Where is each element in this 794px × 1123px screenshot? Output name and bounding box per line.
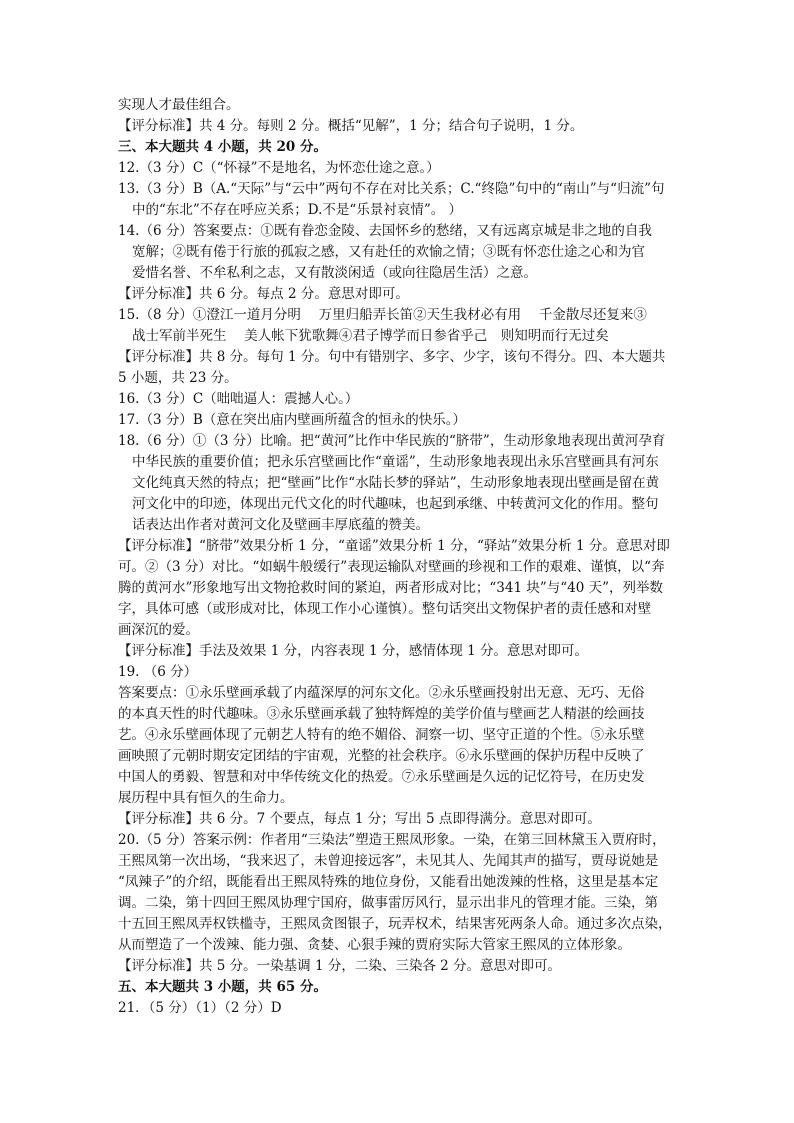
- text-line: 17.（3 分）B（意在突出庙内壁画所蕴含的恒永的快乐。）: [118, 412, 467, 428]
- text-line: “凤辣子”的介绍，既能看出王熙凤特殊的地位身份，又能看出她泼辣的性格，这里是基本定: [118, 874, 659, 890]
- text-line: 从而塑造了一个泼辣、能力强、贪婪、心狠手辣的贾府实际大管家王熙凤的立体形象。: [118, 937, 631, 953]
- text-line: 15.（8 分）①澄江一道月分明 万里归船弄长笛②天生我材必有用 千金散尽还复来③: [118, 307, 647, 323]
- text-line: 16.（3 分）C（咄咄逼人：震撼人心。）: [118, 391, 359, 407]
- text-line: 19. （6 分）: [118, 664, 198, 680]
- section-heading: 三、本大题共 4 小题，共 20 分。: [118, 139, 327, 155]
- text-line: 的本真天性的时代趣味。③永乐壁画承载了独特辉煌的美学价值与壁画艺人精湛的绘画技: [118, 706, 645, 722]
- text-line: 12.（3 分）C（“怀禄”不是地名，为怀恋仕途之意。）: [118, 160, 440, 176]
- text-line: 爱惜名誉、不牟私利之志，又有散淡闲适（或向往隐居生活）之意。: [132, 265, 537, 281]
- text-line: 宽解；②既有倦于行旅的孤寂之感，又有赴任的欢愉之情；③既有怀恋仕途之心和为官: [132, 244, 645, 260]
- text-line: 河文化中的印迹，体现出元代文化的时代趣味，也起到承继、中转黄河文化的作用。整句: [132, 496, 659, 512]
- text-line: 腾的黄河水”形象地写出文物抢救时间的紧迫，两者形成对比；“341 块”与“40 天”，列举数: [118, 580, 664, 596]
- text-line: 十五回王熙凤弄权铁槛寺，王熙凤贪图银子，玩弄权术，结果害死两条人命。通过多次点染，: [118, 916, 672, 932]
- text-line: 调。二染，第十四回王熙凤协理宁国府，做事雷厉风行，显示出非凡的管理才能。三染，第: [118, 895, 658, 911]
- text-line: 可。②（3 分）对比。“如蜗牛般缓行”表现运输队对壁画的珍视和工作的艰难、谨慎，以“奔: [118, 559, 665, 575]
- text-line: 艺。④永乐壁画体现了元朝艺人特有的绝不媚俗、洞察一切、坚守正道的个性。⑤永乐壁: [118, 727, 645, 743]
- text-line: 中的“东北”不存在呼应关系；D.不是“乐景衬哀情”。 ）: [132, 202, 463, 218]
- text-line: 13.（3 分）B（A.“天际”与“云中”两句不存在对比关系；C.“终隐”句中的“南山”与“归流”句: [118, 181, 665, 197]
- section-heading: 五、本大题共 3 小题，共 65 分。: [118, 979, 327, 995]
- text-line: 【评分标准】共 4 分。每则 2 分。概括“见解”，1 分；结合句子说明，1 分。: [118, 118, 584, 134]
- text-line: 战士军前半死生 美人帐下犹歌舞④君子博学而日参省乎己 则知明而行无过矣: [132, 328, 609, 344]
- text-line: 字，具体可感（或形成对比，体现工作小心谨慎）。整句话突出文物保护者的责任感和对壁: [118, 601, 652, 617]
- text-line: 【评分标准】共 5 分。一染基调 1 分，二染、三染各 2 分。意思对即可。: [118, 958, 562, 974]
- text-line: 14.（6 分）答案要点：①既有眷恋金陵、去国怀乡的愁绪，又有远离京城是非之地的自我: [118, 223, 652, 239]
- text-line: 中国人的勇毅、智慧和对中华传统文化的热爱。⑦永乐壁画是久远的记忆符号，在历史发: [118, 769, 645, 785]
- text-line: 文化纯真天然的特点；把“壁画”比作“水陆长梦的驿站”，生动形象地表现出壁画是留在黄: [132, 475, 660, 491]
- text-line: 中华民族的重要价值；把永乐宫壁画比作“童谣”，生动形象地表现出永乐宫壁画具有河东: [132, 454, 659, 470]
- text-line: 画映照了元朝时期安定团结的宇宙观，光整的社会秩序。⑥永乐壁画的保护历程中反映了: [118, 748, 645, 764]
- text-line: 【评分标准】共 6 分。每点 2 分。意思对即可。: [118, 286, 409, 302]
- text-line: 话表达出作者对黄河文化及壁画丰厚底蕴的赞美。: [132, 517, 429, 533]
- text-line: 21．（5 分）（1）（2 分）D: [118, 1000, 282, 1016]
- text-line: 答案要点：①永乐壁画承载了内蕴深厚的河东文化。②永乐壁画投射出无意、无巧、无俗: [118, 685, 645, 701]
- text-line: 【评分标准】共 8 分。每句 1 分。句中有错别字、多字、少字，该句不得分。四、本大题共: [118, 349, 666, 365]
- text-line: 20.（5 分）答案示例：作者用“三染法”塑造王熙凤形象。一染，在第三回林黛玉入贾府时，: [118, 832, 666, 848]
- text-line: 【评分标准】手法及效果 1 分，内容表现 1 分，感情体现 1 分。意思对即可。: [118, 643, 589, 659]
- text-line: 实现人才最佳组合。: [118, 97, 240, 113]
- text-line: 【评分标准】“脐带”效果分析 1 分，“童谣”效果分析 1 分，“驿站”效果分析 1 分。意思对即: [118, 538, 670, 554]
- text-line: 5 小题，共 23 分。: [118, 370, 238, 386]
- text-line: 【评分标准】共 6 分。7 个要点，每点 1 分；写出 5 点即得满分。意思对即可。: [118, 811, 601, 827]
- text-line: 展历程中具有恒久的生命力。: [118, 790, 294, 806]
- text-line: 画深沉的爱。: [118, 622, 199, 638]
- answer-key-text: [118, 95, 678, 1019]
- text-line: 18.（6 分）①（3 分）比喻。把“黄河”比作中华民族的“脐带”，生动形象地表现出黄河孕育: [118, 433, 666, 449]
- text-line: 王熙凤第一次出场，“我来迟了，未曾迎接远客”，未见其人、先闻其声的描写，贾母说她是: [118, 853, 659, 869]
